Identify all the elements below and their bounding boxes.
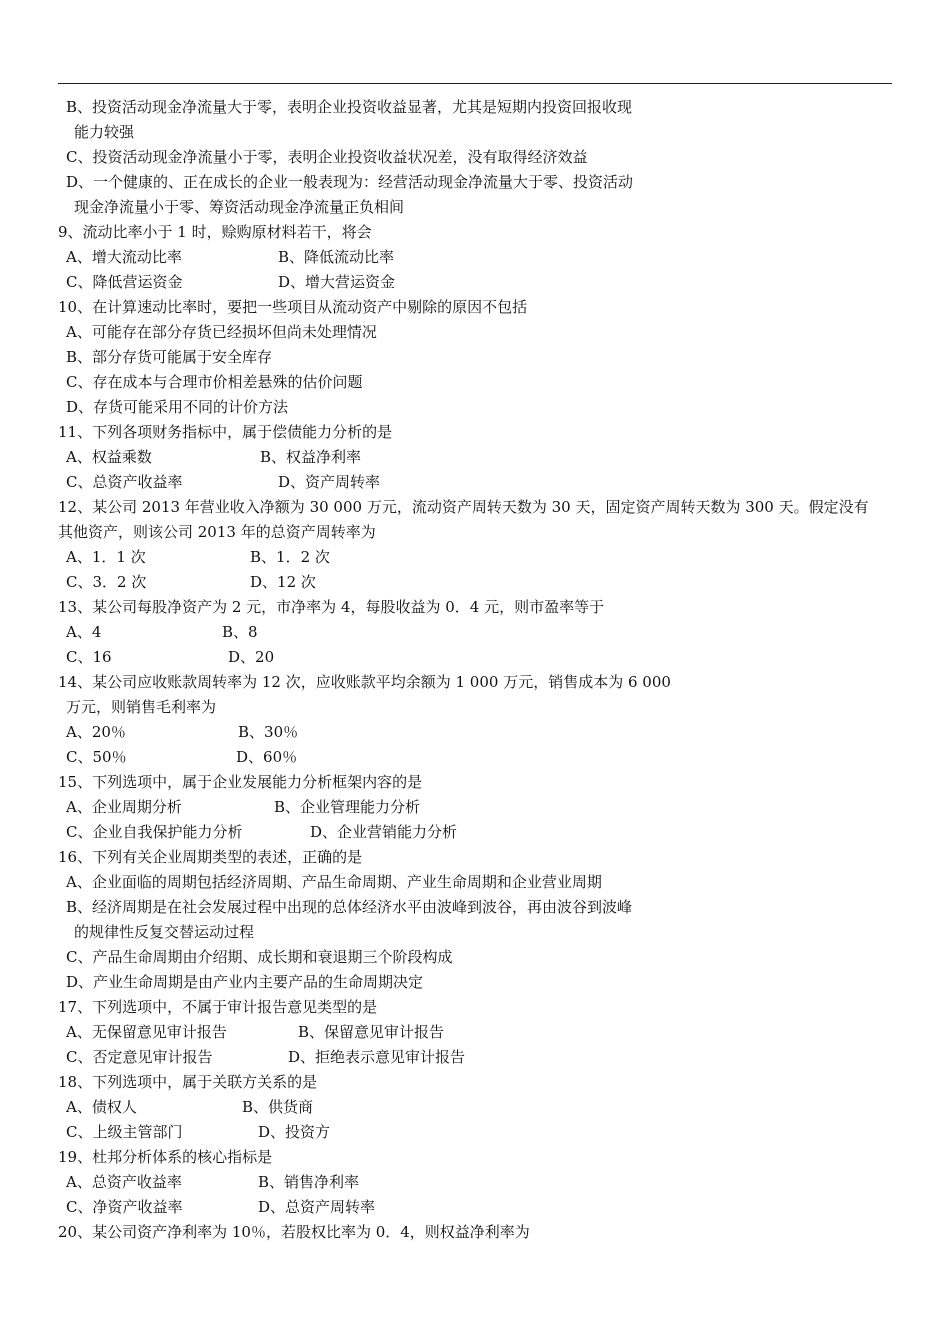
- option-text: C、3．2 次: [66, 573, 147, 591]
- option-text: C、50％: [66, 748, 127, 766]
- option-text: B、经济周期是在社会发展过程中出现的总体经济水平由波峰到波谷，再由波谷到波峰: [66, 898, 633, 916]
- option-text: A、4: [66, 623, 102, 641]
- option-text: B、权益净利率: [260, 448, 362, 466]
- option-text: A、20％: [66, 723, 126, 741]
- continuation-text: 能力较强: [74, 123, 135, 141]
- question-text: 18、下列选项中，属于关联方关系的是: [58, 1073, 318, 1091]
- option-pair-row: [58, 820, 898, 845]
- option-pair-row: [58, 795, 898, 820]
- option-text: C、存在成本与合理市价相差悬殊的估价问题: [66, 373, 363, 391]
- option-text: B、企业管理能力分析: [274, 798, 421, 816]
- question-text: 16、下列有关企业周期类型的表述，正确的是: [58, 848, 363, 866]
- option-pair-row: [58, 470, 898, 495]
- question-text: 10、在计算速动比率时，要把一些项目从流动资产中剔除的原因不包括: [58, 298, 528, 316]
- option-pair-row: [58, 645, 898, 670]
- question-text: 20、某公司资产净利率为 10％，若股权比率为 0．4，则权益净利率为: [58, 1223, 530, 1241]
- option-text: B、30％: [238, 723, 299, 741]
- option-text: C、总资产收益率: [66, 473, 183, 491]
- option-text: B、保留意见审计报告: [298, 1023, 445, 1041]
- option-pair-row: [58, 1170, 898, 1195]
- option-text: A、权益乘数: [66, 448, 152, 466]
- question-text: 19、杜邦分析体系的核心指标是: [58, 1148, 273, 1166]
- option-text: A、企业周期分析: [66, 798, 182, 816]
- option-text: D、企业营销能力分析: [310, 823, 458, 841]
- option-text: B、8: [222, 623, 258, 641]
- option-text: A、无保留意见审计报告: [66, 1023, 227, 1041]
- option-text: C、企业自我保护能力分析: [66, 823, 243, 841]
- option-text: D、总资产周转率: [258, 1198, 376, 1216]
- option-text: C、16: [66, 648, 112, 666]
- option-text: 万元，则销售毛利率为: [66, 698, 217, 716]
- continuation-text: 的规律性反复交替运动过程: [74, 923, 255, 941]
- option-text: C、净资产收益率: [66, 1198, 183, 1216]
- question-text: 其他资产，则该公司 2013 年的总资产周转率为: [58, 523, 376, 541]
- option-text: B、投资活动现金净流量大于零，表明企业投资收益显著，尤其是短期内投资回报收现: [66, 98, 633, 116]
- option-text: C、产品生命周期由介绍期、成长期和衰退期三个阶段构成: [66, 948, 453, 966]
- question-text: 11、下列各项财务指标中，属于偿债能力分析的是: [58, 423, 393, 441]
- option-text: D、一个健康的、正在成长的企业一般表现为：经营活动现金净流量大于零、投资活动: [66, 173, 634, 191]
- question-text: 13、某公司每股净资产为 2 元，市净率为 4，每股收益为 0．4 元，则市盈率等于: [58, 598, 605, 616]
- option-pair-row: [58, 245, 898, 270]
- option-text: A、1．1 次: [66, 548, 146, 566]
- option-pair-row: [58, 445, 898, 470]
- option-text: D、投资方: [258, 1123, 331, 1141]
- option-text: A、总资产收益率: [66, 1173, 182, 1191]
- question-text: 17、下列选项中，不属于审计报告意见类型的是: [58, 998, 378, 1016]
- option-text: C、降低营运资金: [66, 273, 183, 291]
- option-text: D、产业生命周期是由产业内主要产品的生命周期决定: [66, 973, 424, 991]
- option-text: C、否定意见审计报告: [66, 1048, 213, 1066]
- question-text: 15、下列选项中，属于企业发展能力分析框架内容的是: [58, 773, 423, 791]
- option-pair-row: [58, 545, 898, 570]
- option-text: D、增大营运资金: [278, 273, 396, 291]
- continuation-text: 现金净流量小于零、筹资活动现金净流量正负相间: [74, 198, 405, 216]
- question-text: 12、某公司 2013 年营业收入净额为 30 000 万元，流动资产周转天数为 30 天，固定资产周转天数为 300 天。假定没有: [58, 498, 869, 516]
- option-text: D、12 次: [250, 573, 316, 591]
- option-pair-row: [58, 1120, 898, 1145]
- option-pair-row: [58, 1095, 898, 1120]
- document-body: [58, 95, 898, 1245]
- option-pair-row: [58, 270, 898, 295]
- option-pair-row: [58, 745, 898, 770]
- header-rule: [58, 83, 892, 84]
- option-pair-row: [58, 570, 898, 595]
- question-text: 14、某公司应收账款周转率为 12 次，应收账款平均余额为 1 000 万元，销售成本为 6 000: [58, 673, 671, 691]
- option-text: A、企业面临的周期包括经济周期、产品生命周期、产业生命周期和企业营业周期: [66, 873, 602, 891]
- option-text: B、销售净利率: [258, 1173, 360, 1191]
- option-pair-row: [58, 720, 898, 745]
- option-text: C、上级主管部门: [66, 1123, 183, 1141]
- option-pair-row: [58, 1020, 898, 1045]
- option-text: C、投资活动现金净流量小于零，表明企业投资收益状况差，没有取得经济效益: [66, 148, 588, 166]
- option-text: B、供货商: [242, 1098, 314, 1116]
- option-text: B、降低流动比率: [278, 248, 395, 266]
- option-text: D、20: [228, 648, 275, 666]
- option-text: D、存货可能采用不同的计价方法: [66, 398, 289, 416]
- option-text: D、拒绝表示意见审计报告: [288, 1048, 466, 1066]
- option-text: A、可能存在部分存货已经损坏但尚未处理情况: [66, 323, 377, 341]
- question-text: 9、流动比率小于 1 时，赊购原材料若干，将会: [58, 223, 372, 241]
- option-text: D、60％: [236, 748, 298, 766]
- option-text: A、增大流动比率: [66, 248, 182, 266]
- option-text: B、部分存货可能属于安全库存: [66, 348, 273, 366]
- option-pair-row: [58, 1195, 898, 1220]
- option-text: D、资产周转率: [278, 473, 381, 491]
- option-text: B、1．2 次: [250, 548, 330, 566]
- option-pair-row: [58, 620, 898, 645]
- option-text: A、债权人: [66, 1098, 137, 1116]
- option-pair-row: [58, 1045, 898, 1070]
